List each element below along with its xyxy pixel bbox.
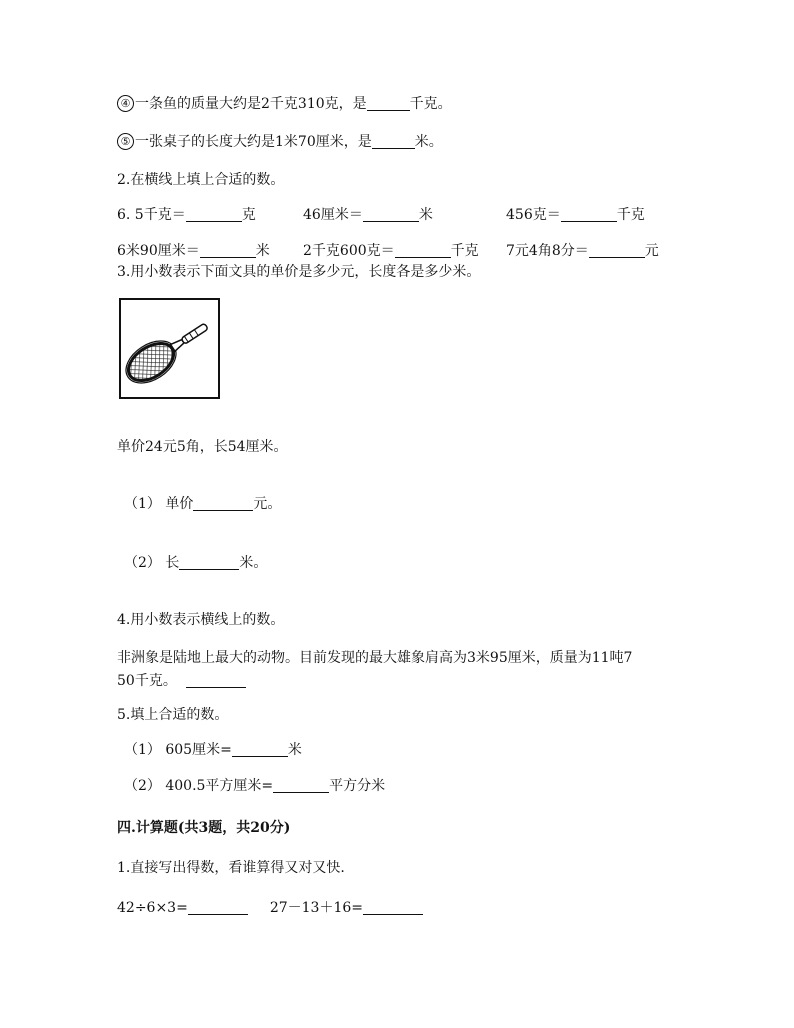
paragraph-text: 50千克。 bbox=[117, 673, 177, 689]
price-info: 单价24元5角，长54厘米。 bbox=[117, 439, 288, 455]
answer-blank[interactable] bbox=[188, 900, 248, 915]
fill-item bbox=[117, 241, 270, 261]
item-label: （1） 605厘米= bbox=[124, 742, 232, 758]
section-4-title: 4.用小数表示横线上的数。 bbox=[117, 612, 285, 628]
badminton-racket-icon bbox=[119, 298, 220, 399]
part-4-heading: 四.计算题(共3题，共20分) bbox=[117, 820, 291, 836]
fill-item bbox=[506, 205, 645, 225]
unit-label: 千克 bbox=[450, 243, 479, 259]
item-label: （2） 长 bbox=[124, 555, 180, 571]
unit-label: 元。 bbox=[253, 496, 282, 512]
expression: 2千克600克＝ bbox=[303, 243, 395, 259]
section-2-title: 2.在横线上填上合适的数。 bbox=[117, 172, 285, 188]
sub-question-2 bbox=[124, 553, 267, 573]
question-1-title: 1.直接写出得数，看谁算得又对又快. bbox=[117, 860, 345, 876]
answer-blank[interactable] bbox=[372, 134, 415, 149]
fill-item bbox=[506, 241, 659, 261]
fill-item bbox=[303, 205, 433, 225]
expression: 6. 5千克＝ bbox=[117, 207, 186, 223]
expression: 42÷6×3= bbox=[117, 900, 188, 916]
expression: 27－13＋16= bbox=[269, 900, 364, 916]
unit-label: 元 bbox=[644, 243, 659, 259]
sub-question-2 bbox=[124, 776, 385, 796]
paragraph-line-2 bbox=[117, 671, 246, 691]
answer-blank[interactable] bbox=[232, 742, 288, 757]
expression: 7元4角8分＝ bbox=[506, 243, 589, 259]
unit-label: 米 bbox=[255, 243, 270, 259]
answer-blank[interactable] bbox=[363, 207, 419, 222]
answer-blank[interactable] bbox=[363, 900, 423, 915]
expression: 46厘米＝ bbox=[303, 207, 363, 223]
unit-label: 克 bbox=[241, 207, 256, 223]
answer-blank[interactable] bbox=[589, 243, 645, 258]
question-5 bbox=[117, 132, 443, 152]
answer-blank[interactable] bbox=[179, 555, 239, 570]
item-label: （2） 400.5平方厘米= bbox=[124, 778, 274, 794]
fill-row-2 bbox=[117, 241, 677, 261]
answer-blank[interactable] bbox=[395, 243, 451, 258]
answer-blank[interactable] bbox=[561, 207, 617, 222]
answer-blank[interactable] bbox=[186, 673, 246, 688]
question-text: 一条鱼的质量大约是2千克310克，是 bbox=[135, 96, 367, 112]
expression: 6米90厘米＝ bbox=[117, 243, 200, 259]
answer-blank[interactable] bbox=[193, 496, 253, 511]
expression: 456克＝ bbox=[506, 207, 561, 223]
answer-blank[interactable] bbox=[273, 778, 329, 793]
paragraph-line-1: 非洲象是陆地上最大的动物。目前发现的最大雄象肩高为3米95厘米，质量为11吨7 bbox=[117, 650, 633, 666]
unit-label: 米 bbox=[287, 742, 302, 758]
unit-label: 米。 bbox=[414, 134, 443, 150]
circled-number: ④ bbox=[117, 95, 134, 112]
answer-blank[interactable] bbox=[367, 96, 410, 111]
unit-label: 平方分米 bbox=[329, 778, 386, 794]
item-label: （1） 单价 bbox=[124, 496, 194, 512]
section-5-title: 5.填上合适的数。 bbox=[117, 707, 229, 723]
question-4 bbox=[117, 94, 452, 114]
racket-drawing bbox=[121, 300, 218, 397]
unit-label: 米。 bbox=[239, 555, 268, 571]
unit-label: 米 bbox=[418, 207, 433, 223]
unit-label: 千克。 bbox=[409, 96, 452, 112]
question-text: 一张桌子的长度大约是1米70厘米，是 bbox=[135, 134, 372, 150]
answer-blank[interactable] bbox=[186, 207, 242, 222]
calc-row bbox=[117, 898, 423, 918]
fill-item bbox=[303, 241, 479, 261]
unit-label: 千克 bbox=[616, 207, 645, 223]
fill-row-1 bbox=[117, 205, 677, 225]
sub-question-1 bbox=[124, 494, 281, 514]
section-3-title: 3.用小数表示下面文具的单价是多少元，长度各是多少米。 bbox=[117, 264, 481, 280]
circled-number: ⑤ bbox=[117, 133, 134, 150]
answer-blank[interactable] bbox=[200, 243, 256, 258]
fill-item bbox=[117, 205, 256, 225]
sub-question-1 bbox=[124, 740, 302, 760]
